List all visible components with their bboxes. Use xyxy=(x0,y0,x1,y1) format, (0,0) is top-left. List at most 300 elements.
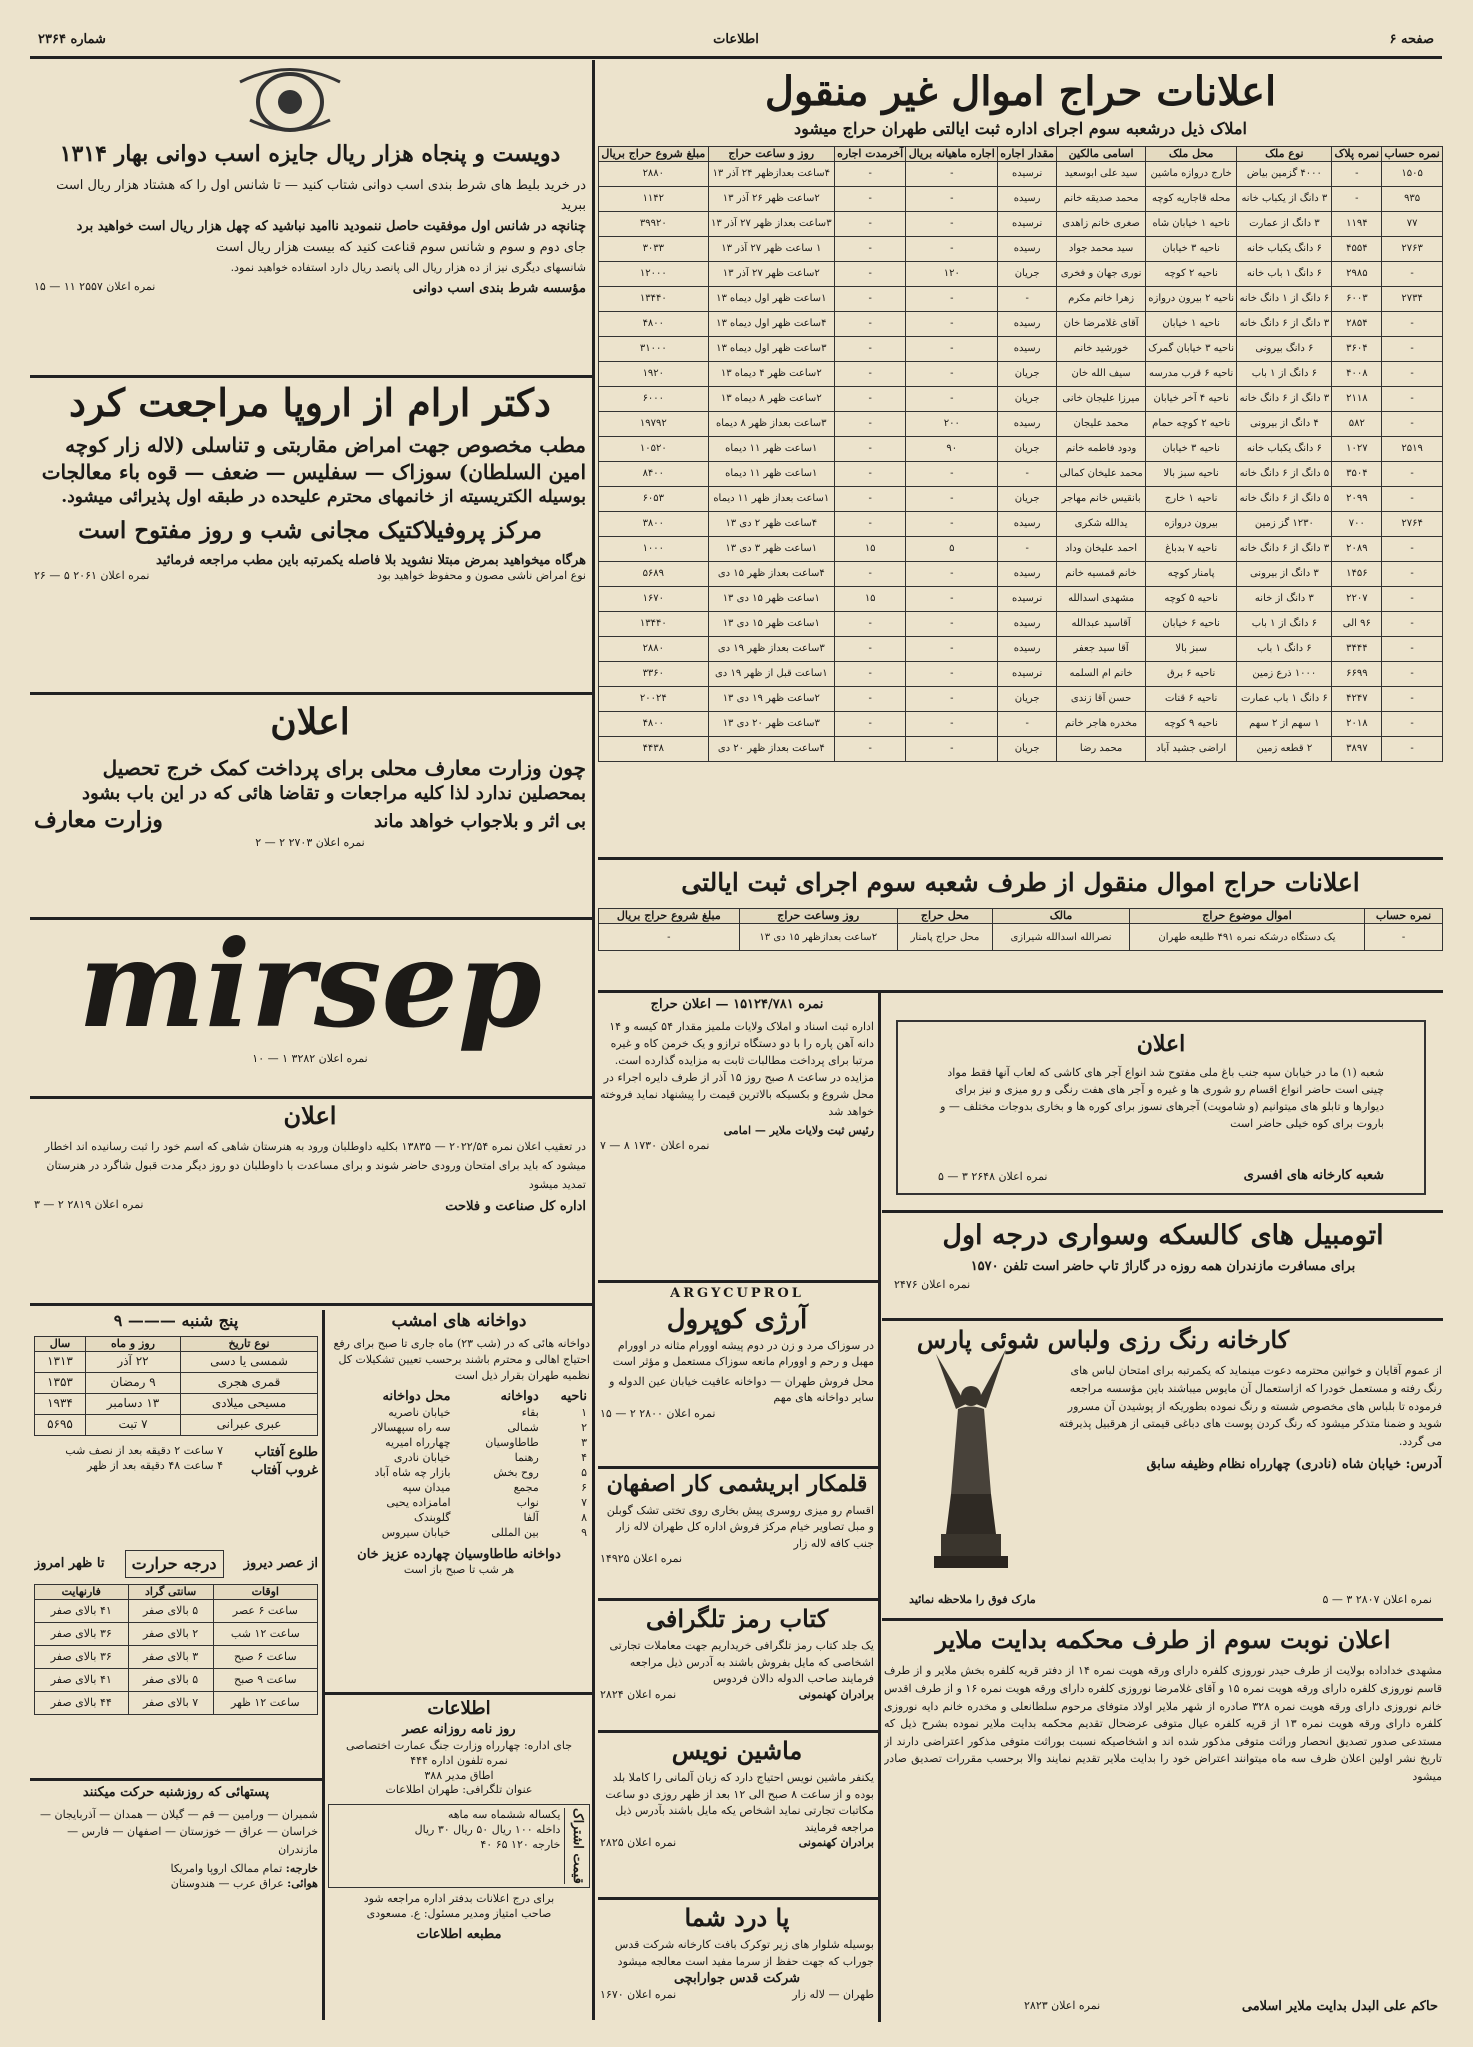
temperature-right-label: تا ظهر امروز xyxy=(34,1556,105,1572)
calendar-section xyxy=(34,1310,318,1545)
table-cell: ۱ سهم از ۲ سهم xyxy=(1237,712,1332,737)
table-cell: ۳ دانگ از ۶ دانگ خانه xyxy=(1237,312,1332,337)
table-cell: - xyxy=(834,387,905,412)
dye-factory-caption: مارک فوق را ملاحظه نمائید xyxy=(909,1593,1036,1607)
table-cell: عبری عبرانی xyxy=(181,1415,318,1436)
section-rule xyxy=(30,1778,322,1781)
table-cell: ۱۵ xyxy=(834,587,905,612)
table-cell: - xyxy=(834,312,905,337)
table-cell: - xyxy=(906,162,998,187)
mirsep-ad xyxy=(34,922,586,1092)
section-rule xyxy=(598,1897,878,1900)
argycuprol-latin: ARGYCUPROL xyxy=(670,1286,804,1301)
pharmacies-section xyxy=(328,1310,590,1690)
table-cell: سیف الله خان xyxy=(1057,362,1146,387)
table-cell: ناحیه ۴ آخر خیابان xyxy=(1146,387,1237,412)
table-cell: خانم ام السلمه xyxy=(1057,662,1146,687)
table-row xyxy=(599,437,1443,462)
sub-column-divider xyxy=(878,992,881,1462)
auction-detail-ref: نمره اعلان ۱۷۳۰ ۸ — ۷ xyxy=(600,1138,710,1152)
table-cell: - xyxy=(834,462,905,487)
tile-factory-title: اعلان xyxy=(1136,1031,1186,1057)
auction-immovable-title: اعلانات حراج اموال غیر منقول xyxy=(764,68,1277,115)
masthead-rule xyxy=(30,56,1442,59)
table-cell: - xyxy=(834,687,905,712)
telegraph-book-body: یک جلد کتاب رمز تلگرافی خریداریم جهت معاملات تجارتی اشخاصی که مایل بفروش باشند به آدرس ذیل مراجعه فرمایند صاحب الدوله دالان فردوس xyxy=(609,1639,874,1686)
table-cell: - xyxy=(1382,312,1443,337)
table-cell: ۵۶۸۹ xyxy=(599,562,709,587)
typist-sign: برادران کهنمونی xyxy=(798,1836,874,1850)
isfahan-silk-ad xyxy=(600,1470,874,1595)
leg-ache-address: طهران — لاله زار xyxy=(792,1987,874,2001)
table-cell: ۲ساعت ظهر ۲۷ آذر ۱۳ xyxy=(708,262,834,287)
table-cell: - xyxy=(906,712,998,737)
table-cell: پامنار کوچه xyxy=(1146,562,1237,587)
doctor-aram-line2: امین السلطان) سوزاک — سفلیس — ضعف — قوه باء معالجات xyxy=(41,459,586,484)
ettelaat-info-address: جای اداره: چهارراه وزارت جنگ عمارت اختصاصی xyxy=(345,1738,573,1752)
argycuprol-body: در سوزاک مرد و زن در دوم پیشه اوورام مثانه در اوورام مهبل و رحم و اوورام مانعه سوزاک مستعمل و مؤثر است xyxy=(612,1338,874,1369)
sunset-label: غروب آفتاب xyxy=(251,1462,318,1478)
ettelaat-info-notes: برای درج اعلانات بدفتر اداره مراجعه شود xyxy=(363,1892,555,1906)
table-cell: - xyxy=(834,637,905,662)
table-cell: - xyxy=(1382,362,1443,387)
education-notice-ref: نمره اعلان ۲۷۰۳ ۲ — ۲ xyxy=(255,835,365,849)
table-cell: ۲ساعت ظهر ۸ دیماه ۱۳ xyxy=(708,387,834,412)
paper-name: اطلاعات xyxy=(713,32,759,47)
table-cell: ۴ساعت بعداز ظهر ۲۰ دی xyxy=(708,737,834,762)
post-schedule-abroad-label: خارجه: xyxy=(285,1862,318,1876)
table-cell: آقای غلامرضا خان xyxy=(1057,312,1146,337)
table-cell: ۶۰۵۳ xyxy=(599,487,709,512)
column-header: محل ملک xyxy=(1146,146,1237,162)
table-cell: ۷۰۰ xyxy=(1332,512,1382,537)
table-cell: - xyxy=(599,924,740,951)
table-cell: ۷۷ xyxy=(1382,212,1443,237)
table-row xyxy=(35,1692,318,1715)
table-cell: نواب xyxy=(516,1495,539,1509)
table-cell: بیرون دروازه xyxy=(1146,512,1237,537)
table-cell: - xyxy=(1382,737,1443,762)
table-row xyxy=(599,687,1443,712)
auction-immovable-subtitle: املاک ذیل درشعبه سوم اجرای اداره ثبت ایالتی طهران حراج میشود xyxy=(794,119,1247,138)
table-cell: رسیده xyxy=(998,562,1057,587)
table-row xyxy=(328,1405,590,1420)
column-header: مقدار اجاره xyxy=(998,146,1057,162)
column-header: محل حراج xyxy=(897,908,992,924)
table-cell: - xyxy=(1382,662,1443,687)
section-rule xyxy=(30,1303,592,1306)
table-cell: - xyxy=(834,737,905,762)
column-header: نوع ملک xyxy=(1237,146,1332,162)
table-cell: ودود فاطمه خانم xyxy=(1057,437,1146,462)
table-cell: ۱ساعت بعداز ظهر ۱۱ دیماه xyxy=(708,487,834,512)
doctor-aram-line3: بوسیله الکتریسیته از خانمهای محترم علیحده در طبقه اول پذیرائی میشود. xyxy=(61,486,586,507)
table-cell: ۶ دانگ از ۱ باب xyxy=(1237,362,1332,387)
table-cell: خیابان ناصریه xyxy=(388,1405,451,1419)
dye-factory-ad xyxy=(884,1324,1442,1614)
horse-race-title: دویست و پنجاه هزار ریال جایزه اسب دوانی بهار ۱۳۱۴ xyxy=(59,141,561,167)
table-cell: محمد صدیقه خانم xyxy=(1057,187,1146,212)
table-row xyxy=(599,337,1443,362)
table-cell: ۱ساعت ظهر ۳ دی ۱۳ xyxy=(708,537,834,562)
table-cell: ۲۰۹۹ xyxy=(1332,487,1382,512)
table-row xyxy=(599,312,1443,337)
table-cell: - xyxy=(834,412,905,437)
table-cell: ۱۲۰ xyxy=(906,262,998,287)
table-cell: ناحیه سبز بالا xyxy=(1146,462,1237,487)
horse-race-body3: جای دوم و سوم و شانس سوم قناعت کنید که بیست هزار ریال است xyxy=(216,240,586,256)
table-cell: ۳ دانگ از یکباب خانه xyxy=(1237,187,1332,212)
table-cell: ۳ دانگ از خانه xyxy=(1237,587,1332,612)
table-cell: - xyxy=(998,462,1057,487)
auction-movable-title: اعلانات حراج اموال منقول از طرف شعبه سوم اجرای ثبت ایالتی xyxy=(681,868,1360,897)
table-cell: ساعت ۶ صبح xyxy=(213,1646,317,1669)
leg-ache-ref: نمره اعلان ۱۶۷۰ xyxy=(600,1987,677,2001)
table-cell: ۱۰۰۰ ذرع زمین xyxy=(1237,662,1332,687)
table-cell: میدان سپه xyxy=(402,1480,451,1494)
table-cell: ۳ xyxy=(581,1435,587,1449)
table-cell: ۲۰۸۹ xyxy=(1332,537,1382,562)
table-row xyxy=(328,1495,590,1510)
table-row xyxy=(328,1435,590,1450)
table-cell: - xyxy=(834,437,905,462)
table-cell: شمالی xyxy=(507,1420,539,1434)
table-cell: - xyxy=(834,512,905,537)
table-cell: ۲۸۵۴ xyxy=(1332,312,1382,337)
table-cell: ۶ دانگ بیرونی xyxy=(1237,337,1332,362)
calendar-weekday: پنج شنبه xyxy=(181,1311,239,1330)
table-cell: ۳ساعت بعداز ظهر ۸ دیماه xyxy=(708,412,834,437)
leg-ache-company: شرکت قدس جوارابچی xyxy=(673,1971,801,1987)
table-cell: ۲۸۸۰ xyxy=(599,637,709,662)
table-cell: ۲ xyxy=(581,1420,587,1434)
typist-ref: نمره اعلان ۲۸۲۵ xyxy=(600,1836,677,1850)
table-cell: ۱۳۴۴۰ xyxy=(599,612,709,637)
table-cell: ناحیه ۱ خیابان شاه xyxy=(1146,212,1237,237)
table-row xyxy=(35,1646,318,1669)
table-cell: ۵ xyxy=(906,537,998,562)
doctor-aram-line1: مطب مخصوص جهت امراض مقاربتی و تناسلی (لاله زار کوچه xyxy=(65,432,586,457)
telegraph-book-title: کتاب رمز تلگرافی xyxy=(645,1604,829,1633)
table-cell: جریان xyxy=(998,387,1057,412)
post-schedule xyxy=(34,1784,318,2020)
table-cell: ناحیه ۲ کوچه xyxy=(1146,262,1237,287)
doctor-aram-ref: نمره اعلان ۲۰۶۱ ۵ — ۲۶ xyxy=(34,569,150,583)
table-cell: ۴ساعت بعداز ظهر ۱۵ دی xyxy=(708,562,834,587)
pharmacies-footer2: هر شب تا صبح باز است xyxy=(403,1563,515,1577)
table-cell: محل حراج پامنار xyxy=(897,924,992,951)
table-cell: ۵ بالای صفر xyxy=(128,1600,213,1623)
column-header: محل دواخانه xyxy=(382,1388,451,1404)
education-notice-line2: بمحصلین ندارد لذا کلیه مراجعات و تقاضا هائی که در این باب بشود xyxy=(82,782,586,804)
table-cell: ۲ساعت ظهر ۴ دیماه ۱۳ xyxy=(708,362,834,387)
table-cell: ۱۱۴۲ xyxy=(599,187,709,212)
argycuprol-ref: نمره اعلان ۲۸۰۰ ۲ — ۱۵ xyxy=(600,1406,716,1420)
table-cell: ۶ دانگ یکباب خانه xyxy=(1237,437,1332,462)
table-cell: - xyxy=(1382,337,1443,362)
table-cell: - xyxy=(906,687,998,712)
table-cell: - xyxy=(834,562,905,587)
table-cell: - xyxy=(906,462,998,487)
table-cell: ناحیه ۹ کوچه xyxy=(1146,712,1237,737)
leg-ache-body: بوسیله شلوار های زیر توکرک بافت کارخانه شرکت قدس جوراب که جهت حفظ از سرما مفید است معالجه میشود xyxy=(614,1938,874,1968)
column-header: دواخانه xyxy=(500,1388,539,1404)
table-cell: مخدره هاجر خانم xyxy=(1057,712,1146,737)
table-cell: ۴۱ بالای صفر xyxy=(35,1600,129,1623)
agri-notice-title: اعلان xyxy=(283,1101,337,1130)
table-cell: ۳۸۰۰ xyxy=(599,512,709,537)
table-cell: ۱ساعت ظهر ۱۵ دی ۱۳ xyxy=(708,587,834,612)
table-row xyxy=(328,1420,590,1435)
table-row xyxy=(599,512,1443,537)
table-cell: مجمع xyxy=(513,1480,539,1494)
table-cell: ۶ دانگ از ۱ باب xyxy=(1237,612,1332,637)
auction-detail-body: اداره ثبت اسناد و املاک ولایات ملمیز مقدار ۵۴ کیسه و ۱۴ دانه آهن پاره را با دو دستگاه ترازو و یک خرمن کاه و غیره مرتبا برای پرداخت مطالبات ثابت به مزایده گذارده است. مزایده در ساعت ۸ صبح روز ۱۵ آذر از طرف دایره اجراء در محل شروع و بکسیکه بالاترین قیمت را پیشنهاد نماید فروخته خواهد شد xyxy=(600,1019,874,1118)
telegraph-book-sign: برادران کهنمونی xyxy=(798,1687,874,1701)
automobile-ad xyxy=(884,1218,1442,1313)
table-cell: - xyxy=(1332,162,1382,187)
table-cell: محمد علیخان کمالی xyxy=(1057,462,1146,487)
auction-immovable-table xyxy=(598,146,1443,763)
table-cell: ۲۲ آذر xyxy=(85,1352,180,1373)
mirsep-logo: mirsep xyxy=(78,922,542,1055)
agri-notice-body: در تعقیب اعلان نمره ۲۰۲۲/۵۴ — ۱۳۸۳۵ بکلیه داوطلبان ورود به هنرستان شاهی که اسم خود را ثبت رسانیده اند اخطار میشود که باید برای امتحان ورودی حاضر شوند و برای مساعدت با داوطلبان دو روز دیگر مدت قبول شاگرد در هنرستان تمدید میشود xyxy=(44,1140,586,1191)
telegraph-book-ad xyxy=(600,1603,874,1728)
table-cell: ۳۸۹۷ xyxy=(1332,737,1382,762)
table-cell: ۱۹۳۴ xyxy=(35,1394,86,1415)
table-cell: قمری هجری xyxy=(181,1373,318,1394)
argycuprol-sale: محل فروش طهران — دواخانه عافیت خیابان عین الدوله و سایر دواخانه های مهم xyxy=(609,1374,874,1405)
section-rule xyxy=(598,1466,878,1469)
pharmacies-title: دواخانه های امشب xyxy=(391,1311,527,1331)
table-cell: ۶ xyxy=(581,1480,587,1494)
table-row xyxy=(599,737,1443,762)
table-cell: ۵ xyxy=(581,1465,587,1479)
column-header: روز وساعت حراج xyxy=(739,908,897,924)
table-cell: سه راه سپهسالار xyxy=(371,1420,451,1434)
table-cell: - xyxy=(906,562,998,587)
table-cell: ۵۶۹۵ xyxy=(35,1415,86,1436)
leg-ache-ad xyxy=(600,1902,874,2022)
tile-factory-body: شعبه (۱) ما در خیابان سپه جنب باغ ملی مفتوح شد انواع آجر های کاشی که لعاب آنها فقط مواد چینی است حاضر انواع اقسام رو شوری ها و غیره و آجر های هفت رنگی و رو میزی و نیز برای دیوارها و تابلو های میتوانیم (و شامویت) آجرهای نسوز برای کوره ها و بخاری بدوجات مختلف — و باروت برای کوه خیلی حاضر است xyxy=(940,1065,1384,1130)
table-cell: ۱۲۳۰ گز زمین xyxy=(1237,512,1332,537)
table-cell: سید محمد جواد xyxy=(1057,237,1146,262)
doctor-aram-title: دکتر ارام از اروپا مراجعت کرد xyxy=(69,380,551,425)
table-cell: ۱۰۰۰ xyxy=(599,537,709,562)
dye-factory-address: آدرس: خیابان شاه (نادری) چهارراه نظام وظیفه سابق xyxy=(1146,1457,1442,1473)
agri-notice-ref: نمره اعلان ۲۸۱۹ ۲ — ۳ xyxy=(34,1198,144,1212)
table-row xyxy=(599,924,1443,951)
pharmacies-intro: دواخانه هائی که در (شب ۲۳) ماه جاری تا صبح برای رفع احتیاج اهالی و محترم باشند برحسب تعیین تشکیلات کل نظمیه طهران بقرار ذیل است xyxy=(333,1336,590,1382)
table-cell: - xyxy=(834,662,905,687)
table-cell: ۲۹۸۵ xyxy=(1332,262,1382,287)
table-row xyxy=(599,387,1443,412)
table-cell: - xyxy=(906,187,998,212)
table-cell: - xyxy=(834,612,905,637)
table-cell: بانقیس خانم مهاجر xyxy=(1057,487,1146,512)
table-cell: ۷ تبت xyxy=(85,1415,180,1436)
table-cell: رسیده xyxy=(998,187,1057,212)
table-cell: ناحیه ۶ برق xyxy=(1146,662,1237,687)
typist-ad xyxy=(600,1735,874,1895)
table-cell: ۱ساعت ظهر ۱۱ دیماه xyxy=(708,437,834,462)
post-schedule-title: پستهائی که روزشنبه حرکت میکنند xyxy=(82,1785,270,1800)
table-cell: ناحیه ۵ کوچه xyxy=(1146,587,1237,612)
argycuprol-title: آرژی کوپرول xyxy=(666,1304,808,1335)
table-cell: خیابان سیروس xyxy=(381,1525,451,1539)
table-cell: ناحیه ۳ خیابان گمرک xyxy=(1146,337,1237,362)
column-header: فارنهایت xyxy=(35,1584,129,1600)
table-cell: ۱ساعت ظهر اول دیماه ۱۳ xyxy=(708,287,834,312)
table-cell: خارج دروازه ماشین xyxy=(1146,162,1237,187)
table-cell: ۶۶۹۹ xyxy=(1332,662,1382,687)
education-notice-line1: چون وزارت معارف محلی برای پرداخت کمک خرج تحصیل xyxy=(102,755,586,780)
table-cell: ۶ دانگ یکباب خانه xyxy=(1237,237,1332,262)
section-rule xyxy=(30,375,592,378)
calendar-table xyxy=(34,1336,318,1437)
table-cell: بین المللی xyxy=(491,1525,539,1539)
temperature-left-label: از عصر دیروز xyxy=(243,1556,318,1572)
doctor-aram-line5: هرگاه میخواهید بمرض مبتلا نشوید بلا فاصله یکمرتبه باین مطب مراجعه فرمائید xyxy=(156,552,586,568)
education-notice-title: اعلان xyxy=(270,701,350,743)
automobile-ref: نمره اعلان ۲۴۷۶ xyxy=(894,1277,971,1291)
table-cell: ۳ دانگ از ۶ دانگ خانه xyxy=(1237,387,1332,412)
leg-ache-title: پا درد شما xyxy=(684,1903,790,1932)
table-cell: ۱ساعت ظهر ۱۱ دیماه xyxy=(708,462,834,487)
horse-race-body2: چنانچه در شانس اول موفقیت حاصل ننمودید ناامید نباشید که چهل هزار ریال است خواهید برد xyxy=(76,219,586,235)
table-cell: - xyxy=(1382,687,1443,712)
wreath-ornament xyxy=(220,62,360,137)
horse-race-ad xyxy=(34,140,586,372)
table-cell: - xyxy=(834,712,905,737)
table-row xyxy=(35,1394,318,1415)
column-header: آخرمدت اجاره xyxy=(834,146,905,162)
section-rule xyxy=(882,1618,1443,1621)
table-cell: ۹۶ الی xyxy=(1332,612,1382,637)
table-cell: ۲۰۰ xyxy=(906,412,998,437)
ettelaat-info-owner: صاحب امتیاز ومدیر مسئول: ع. مسعودی xyxy=(366,1906,552,1920)
table-row xyxy=(35,1373,318,1394)
table-cell: - xyxy=(1382,587,1443,612)
automobile-title: اتومبیل های کالسکه وسواری درجه اول xyxy=(942,1220,1384,1251)
ettelaat-info-title: اطلاعات xyxy=(427,1698,491,1719)
table-cell: ۱ ساعت ظهر ۲۷ آذر ۱۳ xyxy=(708,237,834,262)
table-cell: امامزاده یحیی xyxy=(386,1495,451,1509)
education-notice-sign: وزارت معارف xyxy=(34,806,163,833)
section-rule xyxy=(30,692,592,695)
table-row xyxy=(35,1623,318,1646)
column-header: ناحیه xyxy=(560,1388,587,1404)
table-cell: ۱ساعت ظهر ۱۵ دی ۱۳ xyxy=(708,612,834,637)
post-schedule-inland: شمیران — ورامین — قم — گیلان — همدان — آذربایجان — خراسان — عراق — خوزستان — اصفهان — فارس — مازندران xyxy=(40,1807,318,1856)
table-cell: - xyxy=(906,312,998,337)
table-cell: شمسی یا دسی xyxy=(181,1352,318,1373)
doctor-aram-line6: نوع امراض ناشی مصون و محفوظ خواهید بود xyxy=(377,569,586,583)
automobile-body: برای مسافرت مازندران همه روزه در گاراژ تاپ حاضر است تلفن ۱۵۷۰ xyxy=(970,1259,1356,1275)
section-rule xyxy=(30,917,592,920)
section-rule xyxy=(598,1730,878,1733)
table-row xyxy=(599,562,1443,587)
table-cell: بقاء xyxy=(521,1405,539,1419)
table-cell: - xyxy=(1382,387,1443,412)
table-cell: ۶ دانگ ۱ باب عمارت xyxy=(1237,687,1332,712)
table-cell: - xyxy=(906,362,998,387)
table-cell: روح بخش xyxy=(493,1465,539,1479)
horse-race-body4: شانسهای دیگری نیز از ده هزار ریال الی پانصد ریال دارد استفاده خواهید نمود. xyxy=(230,260,586,274)
subscription-line1: داخله ۱۰۰ ریال ۵۰ ریال ۳۰ ریال xyxy=(414,1823,561,1837)
tile-factory-ref: نمره اعلان ۲۶۴۸ ۳ — ۵ xyxy=(938,1170,1048,1184)
column-header: اسامی مالکین xyxy=(1057,146,1146,162)
table-cell: میرزا علیجان خانی xyxy=(1057,387,1146,412)
table-row xyxy=(599,287,1443,312)
section-rule xyxy=(598,1598,878,1601)
auction-detail-ref-top: نمره ۱۵۱۲۴/۷۸۱ — اعلان حراج xyxy=(650,997,824,1012)
table-cell: ۴۰۰۰ گزمین بیاض xyxy=(1237,162,1332,187)
table-cell: رهنما xyxy=(514,1450,539,1464)
table-cell: آلفا xyxy=(523,1510,539,1524)
table-cell: جریان xyxy=(998,487,1057,512)
table-cell: یدالله شکری xyxy=(1057,512,1146,537)
table-cell: جریان xyxy=(998,737,1057,762)
table-cell: ۱ساعت قبل از ظهر ۱۹ دی xyxy=(708,662,834,687)
table-cell: ۳ساعت ظهر اول دیماه ۱۳ xyxy=(708,337,834,362)
subscription-header: یکساله ششماه سه ماهه xyxy=(447,1808,561,1822)
ettelaat-info-phone-office: نمره تلفون اداره ۴۴۴ xyxy=(410,1753,508,1767)
malayer-court-title: اعلان نوبت سوم از طرف محکمه بدایت ملایر xyxy=(935,1625,1391,1654)
masthead xyxy=(30,28,1442,54)
table-cell: ناحیه ۳ خیابان xyxy=(1146,437,1237,462)
table-cell: نوری جهان و فخری xyxy=(1057,262,1146,287)
horse-race-sign: مؤسسه شرط بندی اسب دوانی xyxy=(412,281,586,297)
table-cell: ۵ دانگ از ۶ دانگ خانه xyxy=(1237,487,1332,512)
table-cell: رسیده xyxy=(998,637,1057,662)
table-cell: - xyxy=(834,337,905,362)
auction-movable-section xyxy=(598,862,1443,990)
ettelaat-info-phone-manager: اطاق مدیر ۳۸۸ xyxy=(424,1768,494,1782)
table-cell: ۱ xyxy=(581,1405,587,1419)
tile-factory-ad xyxy=(896,1020,1426,1195)
table-cell: آقاسید عبدالله xyxy=(1057,612,1146,637)
table-cell: ۴ xyxy=(581,1450,587,1464)
table-row xyxy=(35,1352,318,1373)
table-cell: - xyxy=(834,487,905,512)
table-cell: صغری خانم زاهدی xyxy=(1057,212,1146,237)
table-row xyxy=(599,187,1443,212)
table-cell: جریان xyxy=(998,437,1057,462)
table-row xyxy=(599,662,1443,687)
column-header: سال xyxy=(35,1336,86,1352)
table-cell: - xyxy=(906,387,998,412)
auction-immovable-section xyxy=(598,62,1443,852)
table-cell: ۱۹۲۰ xyxy=(599,362,709,387)
table-row xyxy=(599,237,1443,262)
column-header: نمره حساب xyxy=(1365,908,1443,924)
table-cell: - xyxy=(906,662,998,687)
table-cell: ۴۲۴۷ xyxy=(1332,687,1382,712)
table-cell: آقا سید جعفر xyxy=(1057,637,1146,662)
column-header: مبلغ شروع حراج بریال xyxy=(599,146,709,162)
table-cell: ۲۵۱۹ xyxy=(1382,437,1443,462)
table-cell: ساعت ۱۲ ظهر xyxy=(213,1692,317,1715)
table-cell: اراضی جشید آباد xyxy=(1146,737,1237,762)
doctor-aram-line4: مرکز پروفیلاکتیک مجانی شب و روز مفتوح است xyxy=(78,516,542,544)
table-cell: - xyxy=(906,737,998,762)
table-row xyxy=(599,262,1443,287)
dye-factory-title: کارخانه رنگ رزی ولباس شوئی پارس xyxy=(916,1325,1290,1354)
table-cell: ناحیه ۶ خیابان xyxy=(1146,612,1237,637)
table-cell: - xyxy=(906,337,998,362)
table-cell: - xyxy=(834,187,905,212)
